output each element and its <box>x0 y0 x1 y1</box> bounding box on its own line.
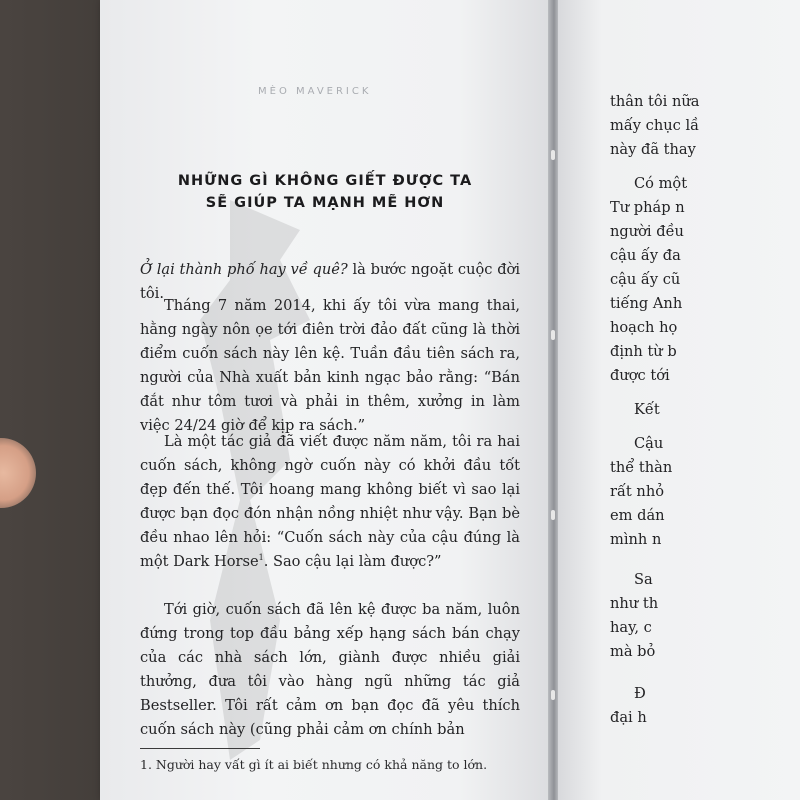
right-page-line: Có một <box>634 175 688 192</box>
chapter-title-line-2: SẼ GIÚP TA MẠNH MẼ HƠN <box>205 195 445 211</box>
right-page-line: em dán <box>610 507 665 524</box>
right-page-line: cậu ấy cũ <box>610 271 681 288</box>
intro-plain: là bước ngoặt cuộc đời tôi. <box>140 261 520 302</box>
right-page-line: được tới <box>610 367 670 384</box>
right-page-line: thể thàn <box>610 459 673 476</box>
right-page-line: thân tôi nữa <box>610 93 700 110</box>
right-page-line: rất nhỏ <box>610 483 665 500</box>
footnote: 1. Người hay vất gì ít ai biết nhưng có khả năng to lớn. <box>140 757 488 772</box>
paragraph-2-after-note: . Sao cậu lại làm được?” <box>263 553 442 570</box>
intro-italic: Ở lại thành phố hay về quê? <box>140 261 348 278</box>
binding-stitch <box>551 330 555 340</box>
binding-stitch <box>551 510 555 520</box>
right-page-line: hay, c <box>610 619 652 636</box>
right-page-line: cậu ấy đa <box>610 247 681 264</box>
chapter-title <box>170 170 480 214</box>
binding-stitch <box>551 690 555 700</box>
right-page-line: mà bỏ <box>610 643 656 660</box>
paragraph-2 <box>140 430 520 574</box>
right-page-line: Tư pháp n <box>610 199 685 216</box>
paragraph-3-text: Tới giờ, cuốn sách đã lên kệ được ba năm, luôn đứng trong top đầu bảng xếp hạng sách bán chạy của các nhà sách lớn, giành được nhiều giải thưởng, đưa tôi vào hàng ngũ những tác giả Bestseller. Tôi rất cảm ơn bạn đọc đã yêu thích cuốn sách này (cũng phải cảm ơn chính bản <box>140 601 520 738</box>
right-page-line: Kết <box>634 401 660 418</box>
paragraph-2-before-note: Là một tác giả đã viết được năm năm, tôi ra hai cuốn sách, không ngờ cuốn này có khởi đầu tốt đẹp đến thế. Tôi hoang mang không biết vì sao lại được bạn đọc đón nhận nồng nhiệt như vậy. Bạn bè đều nhao lên hỏi: “Cuốn sách này của cậu đúng là một Dark Horse <box>140 433 520 570</box>
paragraph-1 <box>140 294 520 438</box>
right-page-line: định từ b <box>610 343 677 360</box>
right-page-line: mình n <box>610 531 662 548</box>
right-page-line: Cậu <box>634 435 664 452</box>
running-head: MÈO MAVERICK <box>258 86 372 97</box>
footnote-rule <box>140 748 260 749</box>
right-page-line: này đã thay <box>610 141 696 158</box>
binding-stitch <box>551 150 555 160</box>
right-page-text <box>610 90 800 790</box>
paragraph-1-text: Tháng 7 năm 2014, khi ấy tôi vừa mang thai, hằng ngày nôn ọe tới điên trời đảo đất cũng là thời điểm cuốn sách này lên kệ. Tuần đầu tiên sách ra, người của Nhà xuất bản kinh ngạc bảo rằng: “Bán đắt như tôm tươi và phải in thêm, xưởng in làm việc 24/24 giờ để kịp ra sách.” <box>140 297 520 434</box>
right-page-line: Sa <box>634 571 653 588</box>
right-page-line: hoạch họ <box>610 319 678 336</box>
right-page-line: Đ <box>634 685 646 702</box>
chapter-title-line-1: NHỮNG GÌ KHÔNG GIẾT ĐƯỢC TA <box>177 173 473 189</box>
footnote-marker: 1 <box>258 553 264 563</box>
right-page-line: tiếng Anh <box>610 295 683 312</box>
paragraph-3 <box>140 598 520 742</box>
right-page-line: như th <box>610 595 659 612</box>
right-page-line: người đều <box>610 223 684 240</box>
right-page-line: đại h <box>610 709 647 726</box>
right-page-line: mấy chục lầ <box>610 117 700 134</box>
paragraph-2-text <box>140 430 520 574</box>
